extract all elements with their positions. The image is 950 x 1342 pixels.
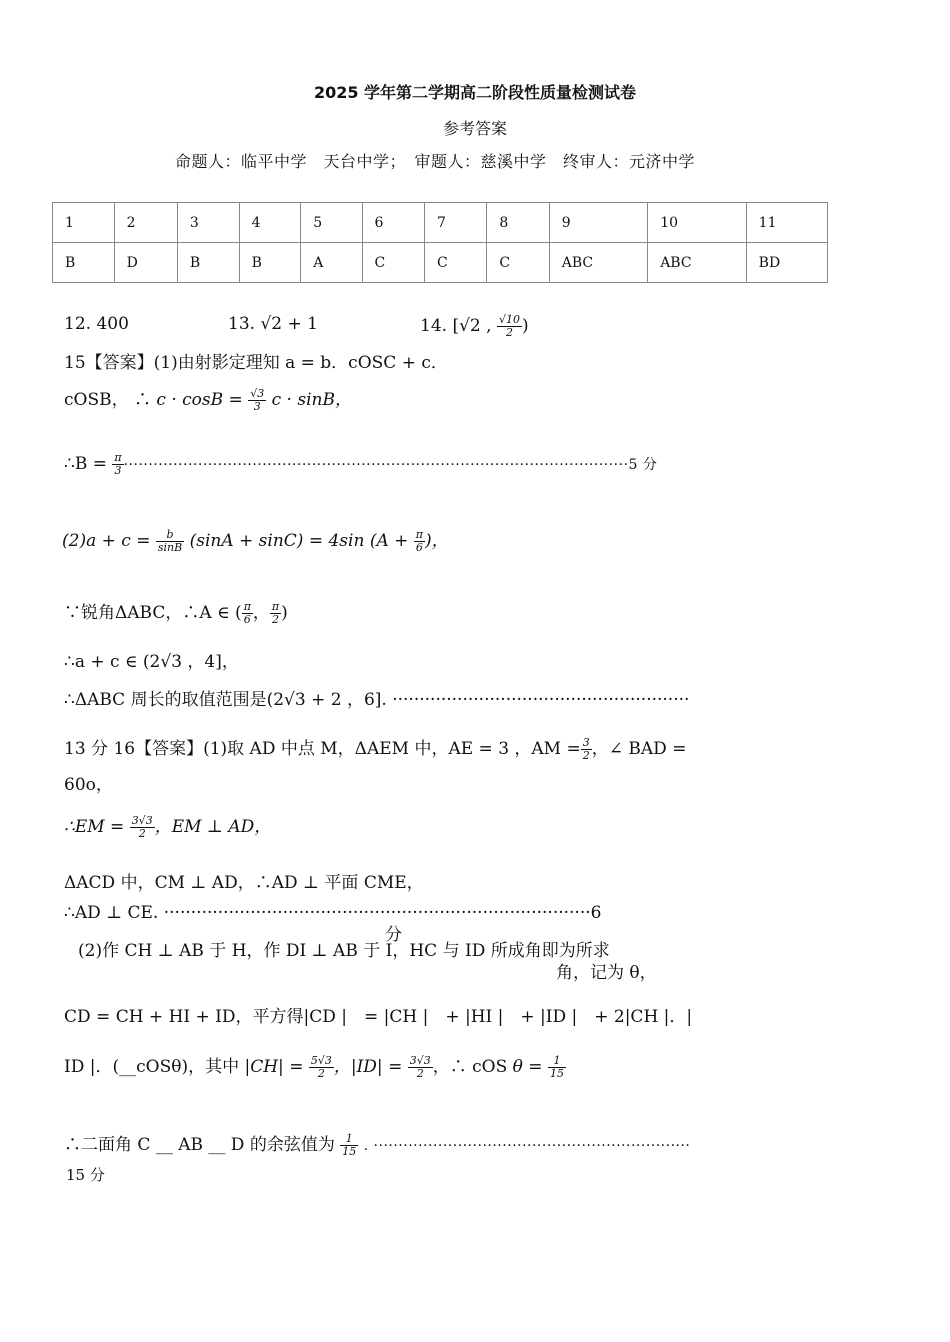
q15-text: ∴B = [64, 454, 107, 474]
q16-line-8 [64, 1052, 566, 1080]
fraction-numerator: 5√3 [310, 1054, 332, 1067]
fraction-denominator: 2 [416, 1067, 424, 1080]
fraction [581, 737, 592, 762]
fraction [130, 815, 155, 840]
fraction-numerator: π [415, 528, 424, 541]
table-cell: B [53, 243, 115, 283]
fraction [309, 1055, 334, 1080]
table-cell: C [424, 243, 486, 283]
fraction-denominator: 2 [138, 827, 146, 840]
answer-q13: 13. √2 + 1 [228, 314, 318, 334]
q16-line-6b: 角，记为 θ， [556, 963, 657, 983]
q15-math: (2)a + c = [62, 531, 151, 551]
table-cell: B [177, 243, 239, 283]
table-cell: D [114, 243, 177, 283]
fraction-numerator: √3 [250, 387, 265, 400]
q16-line-6: (2)作 CH ⊥ AB 于 H，作 DI ⊥ AB 于 I，HC 与 ID 所成角即为所求 [78, 941, 610, 961]
q16-math: θ = [512, 1057, 543, 1077]
fraction [414, 529, 425, 554]
table-cell: 3 [177, 203, 239, 243]
fraction [340, 1133, 358, 1158]
q16-math: ，|ID| = [333, 1057, 403, 1077]
q15-math: (sinA + sinC) = 4sin [189, 531, 365, 551]
fraction-denominator: 2 [272, 613, 280, 626]
fraction-denominator: 2 [317, 1067, 325, 1080]
answer-q14 [420, 314, 529, 339]
fraction-denominator: 15 [549, 1067, 564, 1080]
table-cell: BD [746, 243, 827, 283]
fraction [156, 529, 184, 554]
table-cell: ABC [549, 243, 647, 283]
q15-text: cOSB， ∴ [64, 390, 152, 410]
q16-line-7: CD = CH + HI + ID，平方得|CD | = |CH | + |HI | + |ID | + 2|CH |．| [64, 1007, 693, 1027]
q15-text: ∵锐角ΔABC，∴A ∈ [64, 603, 230, 623]
q16-text: = [566, 739, 581, 759]
table-cell: 10 [648, 203, 746, 243]
q16-text: 13 分 16【答案】(1)取 AD 中点 M，ΔAEM 中，AE = 3 ，AM [64, 739, 562, 759]
fraction-denominator: 2 [582, 749, 590, 762]
document-title: 2025 学年第二学期高二阶段性质量检测试卷 [313, 83, 637, 102]
q15-line-7: ∴ΔABC 周长的取值范围是(2√3 + 2 ，6]. ······················································· [64, 690, 690, 710]
table-cell: 9 [549, 203, 647, 243]
table-cell: 1 [53, 203, 115, 243]
fraction-denominator: 2 [505, 326, 513, 339]
q16-text: ID |．(__cOSθ)，其中 [64, 1057, 240, 1077]
fraction [497, 314, 522, 339]
q15-line-3 [64, 452, 657, 477]
fraction-numerator: π [243, 600, 251, 613]
fraction [112, 452, 123, 477]
table-cell: 2 [114, 203, 177, 243]
q15-text: ， [252, 603, 270, 623]
authors-line: 命题人：临平中学 天台中学； 审题人：慈溪中学 终审人：元济中学 [175, 152, 696, 171]
q15-text: ) [281, 603, 288, 623]
answer-q12: 12. 400 [64, 314, 129, 334]
q16-text: cOS [472, 1057, 508, 1077]
table-cell: 6 [362, 203, 424, 243]
q16-math: ，EM ⊥ AD， [154, 817, 272, 837]
table-cell: 4 [239, 203, 301, 243]
q15-line-2 [64, 385, 352, 413]
fraction-numerator: 3√3 [131, 814, 153, 827]
fraction [408, 1055, 433, 1080]
dot-leader: . ································································ [363, 1138, 691, 1154]
table-row-numbers [53, 203, 828, 243]
table-cell: ABC [648, 243, 746, 283]
dot-leader: ······································································································5 分 [123, 457, 658, 473]
q15-math: )， [425, 531, 449, 551]
table-cell: C [362, 243, 424, 283]
fraction-denominator: 3 [114, 464, 122, 477]
table-cell: B [239, 243, 301, 283]
table-cell: 5 [301, 203, 362, 243]
q16-line-1 [64, 734, 686, 762]
fraction-numerator: π [114, 451, 122, 464]
fraction-numerator: √10 [498, 313, 520, 326]
document-subtitle: 参考答案 [442, 119, 507, 138]
q15-line-4 [62, 526, 449, 554]
fraction [242, 601, 253, 626]
fraction [248, 388, 266, 413]
answer-q14-prefix: 14. [√2 , [420, 316, 492, 336]
fraction-numerator: 3√3 [409, 1054, 431, 1067]
fraction [548, 1055, 566, 1080]
table-row-answers [53, 243, 828, 283]
q16-text: ，∠ [591, 739, 623, 759]
q16-text: ∴二面角 C __ AB __ D 的余弦值为 [64, 1135, 335, 1155]
fraction-numerator: π [271, 600, 280, 613]
fraction-denominator: 3 [253, 400, 261, 413]
q15-line-5 [64, 598, 288, 626]
q16-text: BAD = [628, 739, 687, 759]
table-cell: 11 [746, 203, 827, 243]
q16-score-label: 分 [385, 925, 402, 945]
fraction-numerator: 3 [582, 736, 590, 749]
fraction-numerator: 1 [340, 1133, 358, 1146]
fraction-denominator: 6 [415, 541, 423, 554]
table-cell: A [301, 243, 362, 283]
fraction [270, 601, 281, 626]
q16-line-3 [64, 812, 271, 840]
q16-line-9 [64, 1130, 690, 1158]
q15-math: c · cosB = [156, 390, 243, 410]
q16-line-10: 15 分 [66, 1166, 105, 1184]
q15-math: c · sinB， [271, 390, 352, 410]
q15-line-6: ∴a + c ∈ (2√3 ，4]， [64, 652, 239, 672]
q16-text: ，∴ [432, 1057, 467, 1077]
q15-text: ( [235, 603, 242, 623]
answer-q14-close: ) [521, 316, 529, 336]
q16-line-2: 60o， [64, 775, 113, 795]
fraction-numerator: b [156, 529, 184, 542]
table-cell: 7 [424, 203, 486, 243]
q16-line-5: ∴AD ⊥ CE. ···············································································6 [64, 903, 602, 923]
table-cell: C [487, 243, 549, 283]
fraction-numerator: 1 [548, 1055, 566, 1068]
q16-math: |CH| = [244, 1057, 304, 1077]
answer-table [52, 202, 828, 283]
q15-math: (A + [369, 531, 409, 551]
q16-math: ∴EM = [64, 817, 125, 837]
fraction-denominator: 15 [342, 1145, 357, 1158]
fraction-denominator: 6 [243, 613, 251, 626]
fraction-denominator: sinB [157, 541, 183, 554]
table-cell: 8 [487, 203, 549, 243]
q16-line-4: ΔACD 中，CM ⊥ AD，∴AD ⊥ 平面 CME， [64, 873, 424, 893]
q15-line-1: 15【答案】(1)由射影定理知 a = b．cOSC + c． [64, 353, 448, 373]
